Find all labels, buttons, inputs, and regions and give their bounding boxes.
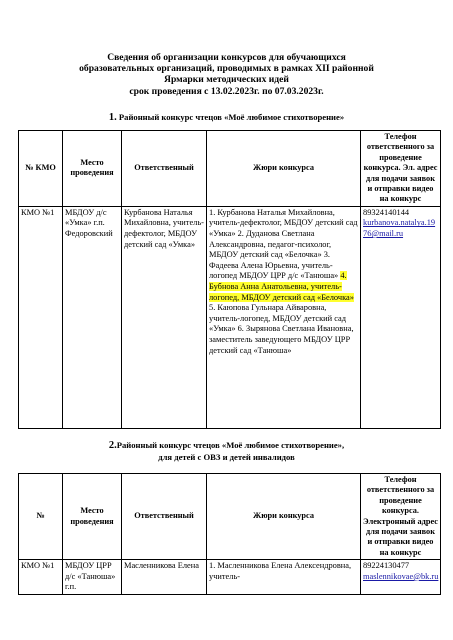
- title-line-1: Сведения об организации конкурсов для обучающихся: [107, 52, 346, 63]
- header-phone-email: Телефон ответственного за проведение конкурса. Эл. адрес для подачи заявок и отправки видео на конкурс: [361, 131, 441, 207]
- cell-contact: [361, 560, 441, 595]
- cell-kmo-number: КМО №1: [19, 560, 63, 595]
- contact-phone: 89224130477: [363, 561, 410, 571]
- header-phone-email: Телефон ответственного за проведение конкурса. Электронный адрес для подачи заявок и отправки видео на конкурс: [361, 474, 441, 560]
- jury-members-list: 1. Курбанова Наталья Михайловна, учитель-дефектолог, МБДОУ детский сад «Умка» 2. Дуданова Светлана Александровна, педагог-психолог, МБДОУ детский сад «Белочка» 3. Фадеева Алена Юрьевна, учитель-логопед МБДОУ ЦРР д/с «Танюша»: [209, 207, 358, 281]
- cell-kmo-number: КМО №1: [19, 206, 63, 428]
- table-row: [19, 560, 441, 595]
- header-jury: Жюри конкурса: [207, 474, 361, 560]
- section-2-title-line-2: для детей с ОВЗ и детей инвалидов: [158, 451, 295, 462]
- cell-responsible: Курбанова Наталья Михайловна, учитель-дефектолог, МБДОУ детский сад «Умка»: [122, 206, 207, 428]
- cell-jury: [207, 206, 361, 428]
- contact-email-link[interactable]: kurbanova.natalya.1976@mail.ru: [363, 218, 436, 239]
- contact-email-link[interactable]: maslennikovae@bk.ru: [363, 571, 439, 581]
- header-responsible: Ответственный: [122, 474, 207, 560]
- contest-table-2: [18, 473, 441, 595]
- header-responsible: Ответственный: [122, 131, 207, 207]
- header-place: Место проведения: [63, 131, 122, 207]
- cell-place: МБДОУ ЦРР д/с «Танюша» г.п.: [63, 560, 122, 595]
- title-line-3: Ярмарки методических идей: [164, 74, 289, 86]
- table-header-row: [19, 131, 441, 207]
- cell-contact: [361, 206, 441, 428]
- cell-jury: 1. Масленникова Елена Алексендровна, учитель-: [207, 560, 361, 595]
- jury-members-list-cont: 5. Каюпова Гульнара Айваровна, учитель-логопед, МБДОУ детский сад «Умка» 6. Зырянова Светлана Ивановна, заместитель заведующего МБДОУ ЦРР детский сад «Танюша»: [209, 303, 354, 355]
- cell-place: МБДОУ д/с «Умка» г.п. Федоровский: [63, 206, 122, 428]
- section-2-title-line-1: Районный конкурс чтецов «Моё любимое стихотворение»,: [116, 440, 345, 450]
- cell-responsible: Масленникова Елена: [122, 560, 207, 595]
- header-number: №: [19, 474, 63, 560]
- table-header-row: [19, 474, 441, 560]
- header-kmo-number: № КМО: [19, 131, 63, 207]
- title-line-2: образовательных организаций, проводимых в рамках XII районной: [79, 63, 374, 75]
- section-2-heading: [0, 440, 453, 462]
- section-1-number: 1.: [108, 112, 117, 123]
- section-1-heading: [0, 112, 453, 124]
- jury-member-highlighted: 4. Бубнова Анна Анатольевна, учитель-логопед, МБДОУ детский сад «Белочка»: [209, 271, 354, 302]
- section-1-title: Районный конкурс чтецов «Моё любимое стихотворение»: [118, 112, 345, 122]
- header-place: Место проведения: [63, 474, 122, 560]
- document-title: [0, 52, 453, 97]
- section-2-number: 2.: [108, 440, 117, 451]
- contest-table-1: [18, 130, 441, 429]
- title-line-4: срок проведения с 13.02.2023г. по 07.03.2023г.: [129, 85, 324, 97]
- contact-phone: 89324140144: [363, 207, 410, 217]
- table-row: [19, 206, 441, 428]
- header-jury: Жюри конкурса: [207, 131, 361, 207]
